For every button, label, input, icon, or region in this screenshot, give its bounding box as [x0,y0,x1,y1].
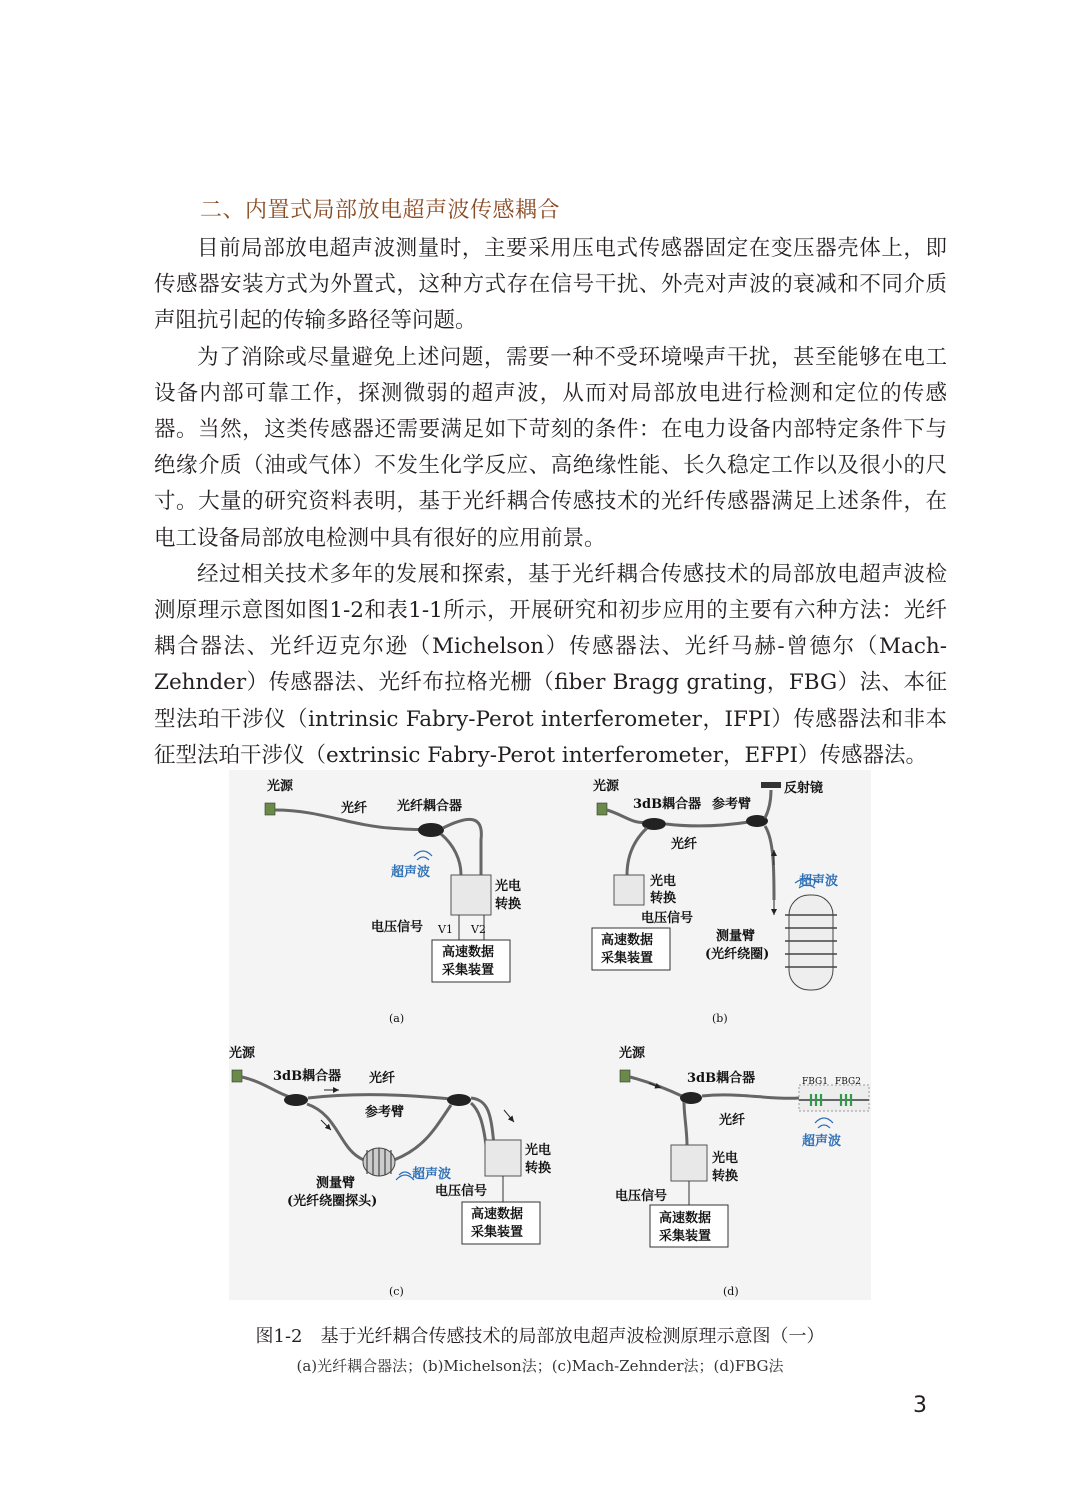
label-daq-1: 高速数据 [442,945,495,960]
label-light-source: 光源 [267,779,294,794]
light-source-icon [265,803,275,815]
panel-a-label: (a) [389,1012,405,1025]
label-ultrasound: 超声波 [391,865,431,880]
figure-1-2 [229,770,871,1300]
paragraph-3: 经过相关技术多年的发展和探索，基于光纤耦合传感技术的局部放电超声波检测原理示意图如图1-2和表1-1所示，开展研究和初步应用的主要有六种方法：光纤耦合器法、光纤迈克尔逊（Michelson）传感器法、光纤马赫-曾德尔（Mach-Zehnder）传感器法、光纤布拉格光栅（fiber Bragg grating，FBG）法、本征型法珀干涉仪（intrinsic Fabry-Perot interferometer，IFPI）传感器法和非本征型法珀干涉仪（extrinsic Fabry-Perot interferometer，EFPI）传感器法。 [154,561,947,768]
label-voltage-signal: 电压信号 [371,920,424,935]
fbg-box [799,1085,869,1111]
label-daq-1: 高速数据 [601,933,654,948]
page-number: 3 [913,1393,927,1418]
label-reference-arm: 参考臂 [365,1105,405,1120]
label-pe-2: 转换 [650,891,677,906]
label-coupler: 光纤耦合器 [397,799,463,814]
label-voltage-signal: 电压信号 [641,911,694,926]
label-v1: V1 [438,923,453,936]
fiber-coil-icon [789,895,833,990]
label-pe-1: 光电 [525,1143,552,1158]
photoelectric-converter-icon [614,875,644,905]
paragraph-2: 为了消除或尽量避免上述问题，需要一种不受环境噪声干扰，甚至能够在电工设备内部可靠工作，探测微弱的超声波，从而对局部放电进行检测和定位的传感器。当然，这类传感器还需要满足如下苛刻的条件：在电力设备内部特定条件下与绝缘介质（油或气体）不发生化学反应、高绝缘性能、长久稳定工作以及很小的尺寸。大量的研究资料表明，基于光纤耦合传感技术的光纤传感器满足上述条件，在电工设备局部放电检测中具有很好的应用前景。 [154,344,947,551]
coupler-icon [284,1094,308,1106]
label-daq-1: 高速数据 [471,1207,524,1222]
coupler-icon [447,1094,471,1106]
label-light-source: 光源 [229,1046,256,1061]
label-ultrasound: 超声波 [799,874,839,889]
label-voltage-signal: 电压信号 [615,1189,668,1204]
label-daq-2: 采集装置 [471,1225,524,1240]
body-text [154,231,947,774]
label-daq-2: 采集装置 [659,1229,712,1244]
photoelectric-converter-icon [451,875,491,915]
label-pe-2: 转换 [525,1161,552,1176]
panel-c-label: (c) [389,1285,404,1298]
label-daq-1: 高速数据 [659,1211,712,1226]
label-pe-2: 转换 [495,897,522,912]
label-pe-1: 光电 [650,874,677,889]
photoelectric-converter-icon [485,1140,521,1176]
label-coupler: 3dB耦合器 [633,797,702,812]
label-fiber: 光纤 [719,1113,746,1128]
label-coupler: 3dB耦合器 [273,1069,342,1084]
label-fiber: 光纤 [369,1071,396,1086]
mirror-icon [761,782,781,788]
figure-diagram [229,770,871,1300]
label-mirror: 反射镜 [784,781,824,796]
label-fiber: 光纤 [341,801,368,816]
panel-d-label: (d) [723,1285,739,1298]
light-source-icon [620,1070,630,1082]
label-fiber: 光纤 [671,837,698,852]
label-light-source: 光源 [593,779,620,794]
label-pe-1: 光电 [712,1151,739,1166]
label-fbg2: FBG2 [835,1077,861,1087]
label-v2: V2 [471,923,486,936]
section-heading: 二、内置式局部放电超声波传感耦合 [200,198,561,223]
label-measure-arm-2: (光纤绕圈探头) [287,1194,378,1209]
label-fbg1: FBG1 [802,1077,828,1087]
label-daq-2: 采集装置 [601,951,654,966]
label-ultrasound: 超声波 [802,1134,842,1149]
label-measure-arm-1: 测量臂 [316,1176,356,1191]
label-pe-1: 光电 [495,879,522,894]
paragraph-1: 目前局部放电超声波测量时，主要采用压电式传感器固定在变压器壳体上，即传感器安装方式为外置式，这种方式存在信号干扰、外壳对声波的衰减和不同介质声阻抗引起的传输多路径等问题。 [154,236,947,334]
photoelectric-converter-icon [671,1145,707,1181]
label-voltage-signal: 电压信号 [435,1184,488,1199]
figure-subcaption: (a)光纤耦合器法；(b)Michelson法；(c)Mach-Zehnder法；(d)FBG法 [296,1357,784,1375]
figure-caption: 图1-2 基于光纤耦合传感技术的局部放电超声波检测原理示意图（一） [255,1326,825,1347]
label-coupler: 3dB耦合器 [687,1071,756,1086]
panel-b-label: (b) [712,1012,728,1025]
light-source-icon [232,1070,242,1082]
label-measure-arm-2: (光纤绕圈) [705,947,770,962]
label-ultrasound: 超声波 [412,1167,452,1182]
coupler-icon [418,823,444,837]
label-pe-2: 转换 [712,1169,739,1184]
light-source-icon [597,803,607,815]
label-measure-arm-1: 测量臂 [716,929,756,944]
label-light-source: 光源 [619,1046,646,1061]
label-reference-arm: 参考臂 [712,797,752,812]
label-daq-2: 采集装置 [442,963,495,978]
